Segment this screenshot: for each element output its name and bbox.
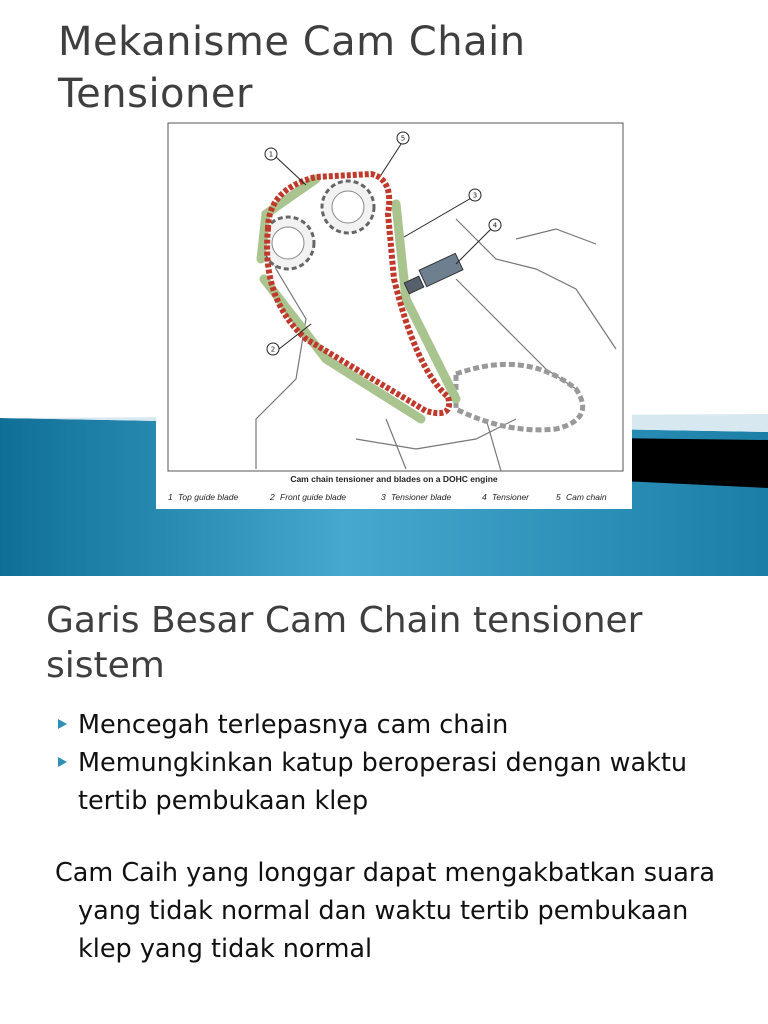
slide-1-title-line-1: Mekanisme Cam Chain [58,19,526,65]
slide-1-title-line-2: Tensioner [58,71,253,117]
legend-num-4: 4 [482,492,487,502]
legend-label-4: Tensioner [492,492,530,502]
slide-1-title [58,16,526,120]
legend-num-3: 3 [381,492,386,502]
legend-num-5: 5 [556,492,561,502]
legend-label-1: Top guide blade [178,492,239,502]
callout-5: 5 [400,134,406,143]
bullet-item [56,706,736,744]
slide-2-title-line-2: sistem [46,645,165,686]
figure-caption: Cam chain tensioner and blades on a DOHC engine [290,474,498,484]
callout-3: 3 [472,191,478,200]
legend-num-1: 1 [168,492,173,502]
legend-label-3: Tensioner blade [391,492,452,502]
callout-1: 1 [268,150,274,159]
bullet-list [56,706,736,820]
callout-2: 2 [270,345,276,354]
slide-2 [0,576,768,1024]
callout-4: 4 [492,221,498,230]
legend-label-5: Cam chain [566,492,607,502]
bullet-arrow-icon [58,719,67,729]
bullet-text: Mencegah terlepasnya cam chain [78,710,509,740]
legend-label-2: Front guide blade [280,492,347,502]
body-paragraph: Cam Caih yang longgar dapat mengakbatkan suara yang tidak normal dan waktu tertib pembukaan klep yang tidak normal [55,858,715,964]
slide-2-title-line-1: Garis Besar Cam Chain tensioner [46,600,643,641]
bullet-text: Memungkinkan katup beroperasi dengan waktu tertib pembukaan klep [78,748,688,816]
legend-num-2: 2 [270,492,275,502]
cam-chain-diagram [156,119,632,509]
slide-2-title [46,598,642,688]
bullet-item [56,744,736,820]
bullet-arrow-icon [58,757,67,767]
